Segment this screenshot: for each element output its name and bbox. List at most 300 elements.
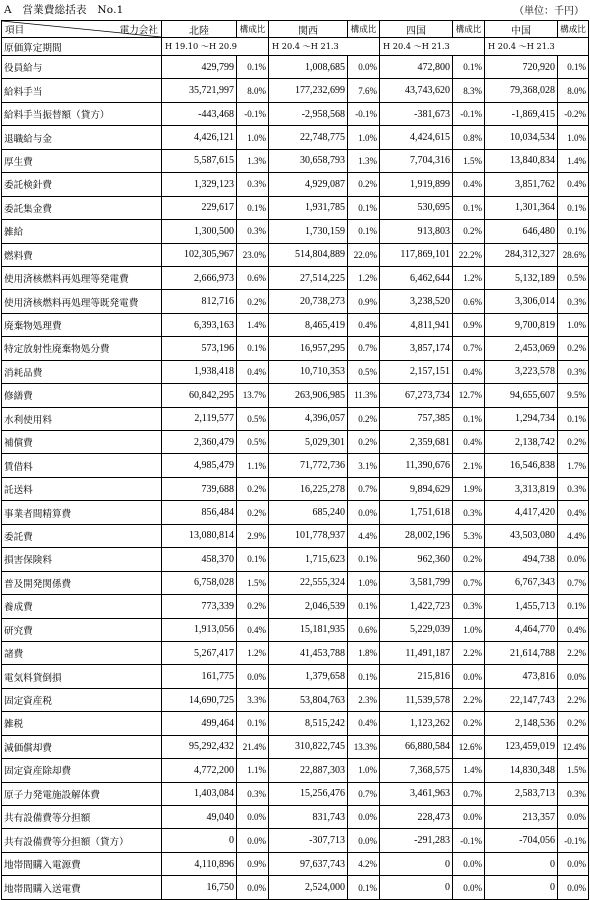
kansai-amount: 4,929,087 xyxy=(269,173,348,196)
chugoku-ratio: 1.0% xyxy=(558,126,589,149)
shikoku-amount: 43,743,620 xyxy=(380,79,453,102)
table-row xyxy=(2,407,589,430)
chugoku-amount: 0 xyxy=(485,876,558,899)
table-row xyxy=(2,337,589,360)
chugoku-ratio: 4.4% xyxy=(558,524,589,547)
hokuriku-ratio: 0.5% xyxy=(237,407,269,430)
company-header-shikoku: 四国 xyxy=(380,21,453,38)
row-label: 養成費 xyxy=(2,595,162,618)
shikoku-ratio: 0.8% xyxy=(453,126,485,149)
company-header-hokuriku: 北陸 xyxy=(162,21,237,38)
shikoku-ratio: 8.3% xyxy=(453,79,485,102)
shikoku-ratio: 0.7% xyxy=(453,337,485,360)
company-header-kansai: 関西 xyxy=(269,21,348,38)
table-row xyxy=(2,806,589,829)
hokuriku-amount: 5,267,417 xyxy=(162,641,237,664)
kansai-amount: 71,772,736 xyxy=(269,454,348,477)
chugoku-ratio: 0.3% xyxy=(558,360,589,383)
chugoku-amount: 79,368,028 xyxy=(485,79,558,102)
table-row xyxy=(2,595,589,618)
row-label: 使用済核燃料再処理等発電費 xyxy=(2,266,162,289)
period-chugoku: H 20.4 ～H 21.3 xyxy=(485,38,589,56)
shikoku-ratio: 0.7% xyxy=(453,782,485,805)
chugoku-amount: 720,920 xyxy=(485,56,558,79)
shikoku-ratio: 2.2% xyxy=(453,688,485,711)
kansai-ratio: 0.4% xyxy=(348,313,380,336)
kansai-ratio: 0.1% xyxy=(348,665,380,688)
table-row xyxy=(2,196,589,219)
shikoku-amount: -291,283 xyxy=(380,829,453,852)
shikoku-ratio: 0.9% xyxy=(453,313,485,336)
kansai-amount: 16,225,278 xyxy=(269,477,348,500)
table-row xyxy=(2,548,589,571)
shikoku-ratio: 0.3% xyxy=(453,595,485,618)
shikoku-ratio: 12.7% xyxy=(453,384,485,407)
hokuriku-ratio: -0.1% xyxy=(237,102,269,125)
chugoku-amount: 10,034,534 xyxy=(485,126,558,149)
table-row xyxy=(2,79,589,102)
shikoku-ratio: 0.0% xyxy=(453,806,485,829)
kansai-ratio: 0.1% xyxy=(348,548,380,571)
hokuriku-ratio: 8.0% xyxy=(237,79,269,102)
kansai-ratio: 4.4% xyxy=(348,524,380,547)
kansai-amount: 53,804,763 xyxy=(269,688,348,711)
hokuriku-ratio: 0.4% xyxy=(237,618,269,641)
hokuriku-ratio: 0.1% xyxy=(237,712,269,735)
kansai-ratio: 1.8% xyxy=(348,641,380,664)
table-row xyxy=(2,243,589,266)
table-row xyxy=(2,571,589,594)
kansai-amount: 20,738,273 xyxy=(269,290,348,313)
kansai-ratio: 22.0% xyxy=(348,243,380,266)
kansai-ratio: 0.0% xyxy=(348,56,380,79)
kansai-amount: 22,748,775 xyxy=(269,126,348,149)
chugoku-amount: 494,738 xyxy=(485,548,558,571)
shikoku-ratio: 0.6% xyxy=(453,290,485,313)
hokuriku-ratio: 0.6% xyxy=(237,266,269,289)
chugoku-ratio: -0.2% xyxy=(558,102,589,125)
chugoku-amount: 2,138,742 xyxy=(485,431,558,454)
shikoku-amount: 7,368,575 xyxy=(380,759,453,782)
table-row xyxy=(2,759,589,782)
chugoku-amount: 6,767,343 xyxy=(485,571,558,594)
hokuriku-ratio: 1.1% xyxy=(237,759,269,782)
kansai-ratio: 2.3% xyxy=(348,688,380,711)
row-label: 共有設備費等分担額（貸方） xyxy=(2,829,162,852)
shikoku-amount: 67,273,734 xyxy=(380,384,453,407)
shikoku-ratio: 0.2% xyxy=(453,712,485,735)
chugoku-ratio: 0.5% xyxy=(558,266,589,289)
chugoku-amount: 5,132,189 xyxy=(485,266,558,289)
chugoku-amount: 13,840,834 xyxy=(485,149,558,172)
item-header: 項目 xyxy=(5,25,25,36)
shikoku-amount: 5,229,039 xyxy=(380,618,453,641)
chugoku-amount: -1,869,415 xyxy=(485,102,558,125)
table-row xyxy=(2,618,589,641)
shikoku-amount: 4,424,615 xyxy=(380,126,453,149)
kansai-ratio: 1.0% xyxy=(348,571,380,594)
kansai-amount: -307,713 xyxy=(269,829,348,852)
period-kansai: H 20.4 ～H 21.3 xyxy=(269,38,380,56)
chugoku-amount: 4,464,770 xyxy=(485,618,558,641)
hokuriku-amount: 95,292,432 xyxy=(162,735,237,758)
report-title: A 営業費総括表 No.1 xyxy=(4,4,124,16)
company-header: 電力会社 xyxy=(119,25,158,36)
shikoku-ratio: 0.1% xyxy=(453,196,485,219)
shikoku-amount: 1,422,723 xyxy=(380,595,453,618)
kansai-ratio: 0.9% xyxy=(348,290,380,313)
kansai-ratio: 0.2% xyxy=(348,431,380,454)
hokuriku-amount: 229,617 xyxy=(162,196,237,219)
hokuriku-ratio: 0.4% xyxy=(237,360,269,383)
chugoku-amount: 3,313,819 xyxy=(485,477,558,500)
hokuriku-amount: 773,339 xyxy=(162,595,237,618)
chugoku-ratio: 0.1% xyxy=(558,56,589,79)
kansai-amount: 4,396,057 xyxy=(269,407,348,430)
hokuriku-ratio: 0.1% xyxy=(237,548,269,571)
header-row xyxy=(2,21,589,38)
hokuriku-ratio: 1.1% xyxy=(237,454,269,477)
shikoku-amount: 962,360 xyxy=(380,548,453,571)
kansai-ratio: 0.5% xyxy=(348,360,380,383)
hokuriku-amount: 2,666,973 xyxy=(162,266,237,289)
kansai-ratio: 0.2% xyxy=(348,173,380,196)
shikoku-ratio: 1.0% xyxy=(453,618,485,641)
hokuriku-ratio: 0.2% xyxy=(237,501,269,524)
kansai-amount: 831,743 xyxy=(269,806,348,829)
shikoku-ratio: 5.3% xyxy=(453,524,485,547)
hokuriku-ratio: 0.0% xyxy=(237,876,269,899)
kansai-ratio: 0.7% xyxy=(348,337,380,360)
hokuriku-ratio: 0.0% xyxy=(237,806,269,829)
row-label: 委託集金費 xyxy=(2,196,162,219)
kansai-ratio: 0.2% xyxy=(348,407,380,430)
hokuriku-amount: 1,300,500 xyxy=(162,220,237,243)
chugoku-amount: 1,455,713 xyxy=(485,595,558,618)
row-label: 電気料貸倒損 xyxy=(2,665,162,688)
shikoku-amount: 1,123,262 xyxy=(380,712,453,735)
kansai-ratio: 3.1% xyxy=(348,454,380,477)
kansai-ratio: 1.3% xyxy=(348,149,380,172)
table-row xyxy=(2,149,589,172)
shikoku-ratio: 0.7% xyxy=(453,571,485,594)
chugoku-amount: 21,614,788 xyxy=(485,641,558,664)
shikoku-amount: 7,704,316 xyxy=(380,149,453,172)
hokuriku-ratio: 0.5% xyxy=(237,431,269,454)
hokuriku-amount: 0 xyxy=(162,829,237,852)
chugoku-amount: 646,480 xyxy=(485,220,558,243)
row-label: 共有設備費等分担額 xyxy=(2,806,162,829)
shikoku-amount: 3,857,174 xyxy=(380,337,453,360)
hokuriku-amount: 739,688 xyxy=(162,477,237,500)
shikoku-ratio: 1.4% xyxy=(453,759,485,782)
row-label: 委託費 xyxy=(2,524,162,547)
shikoku-ratio: 0.2% xyxy=(453,220,485,243)
row-label: 補償費 xyxy=(2,431,162,454)
row-label: 厚生費 xyxy=(2,149,162,172)
chugoku-amount: 4,417,420 xyxy=(485,501,558,524)
row-label: 廃棄物処理費 xyxy=(2,313,162,336)
table-row xyxy=(2,56,589,79)
shikoku-amount: 1,919,899 xyxy=(380,173,453,196)
hokuriku-amount: 161,775 xyxy=(162,665,237,688)
shikoku-amount: 530,695 xyxy=(380,196,453,219)
shikoku-ratio: 1.2% xyxy=(453,266,485,289)
chugoku-ratio: 0.0% xyxy=(558,548,589,571)
shikoku-ratio: 0.0% xyxy=(453,876,485,899)
kansai-ratio: 1.2% xyxy=(348,266,380,289)
chugoku-ratio: 0.0% xyxy=(558,665,589,688)
chugoku-ratio: -0.1% xyxy=(558,829,589,852)
row-label: 役員給与 xyxy=(2,56,162,79)
row-label: 燃料費 xyxy=(2,243,162,266)
kansai-amount: 685,240 xyxy=(269,501,348,524)
chugoku-ratio: 0.2% xyxy=(558,712,589,735)
hokuriku-ratio: 1.2% xyxy=(237,641,269,664)
chugoku-ratio: 0.1% xyxy=(558,407,589,430)
shikoku-ratio: -0.1% xyxy=(453,102,485,125)
row-label: 水利使用料 xyxy=(2,407,162,430)
hokuriku-ratio: 0.1% xyxy=(237,56,269,79)
chugoku-ratio: 0.3% xyxy=(558,477,589,500)
kansai-amount: 15,256,476 xyxy=(269,782,348,805)
shikoku-ratio: 0.3% xyxy=(453,501,485,524)
row-label: 研究費 xyxy=(2,618,162,641)
table-row xyxy=(2,384,589,407)
shikoku-amount: 3,461,963 xyxy=(380,782,453,805)
hokuriku-ratio: 1.5% xyxy=(237,571,269,594)
shikoku-ratio: 22.2% xyxy=(453,243,485,266)
row-label: 地帯間購入送電費 xyxy=(2,876,162,899)
kansai-ratio: 0.6% xyxy=(348,618,380,641)
shikoku-ratio: 12.6% xyxy=(453,735,485,758)
table-row xyxy=(2,266,589,289)
shikoku-ratio: 0.1% xyxy=(453,56,485,79)
hokuriku-ratio: 1.4% xyxy=(237,313,269,336)
chugoku-amount: 2,453,069 xyxy=(485,337,558,360)
chugoku-ratio: 0.4% xyxy=(558,501,589,524)
hokuriku-amount: -443,468 xyxy=(162,102,237,125)
table-row xyxy=(2,102,589,125)
shikoku-amount: 28,002,196 xyxy=(380,524,453,547)
chugoku-amount: 473,816 xyxy=(485,665,558,688)
chugoku-amount: 0 xyxy=(485,852,558,875)
hokuriku-ratio: 0.1% xyxy=(237,337,269,360)
chugoku-amount: 9,700,819 xyxy=(485,313,558,336)
hokuriku-amount: 13,080,814 xyxy=(162,524,237,547)
shikoku-amount: 757,385 xyxy=(380,407,453,430)
chugoku-ratio: 2.2% xyxy=(558,688,589,711)
table-row xyxy=(2,501,589,524)
table-row xyxy=(2,477,589,500)
hokuriku-amount: 60,842,295 xyxy=(162,384,237,407)
period-hokuriku: H 19.10 ～H 20.9 xyxy=(162,38,269,56)
hokuriku-amount: 4,772,200 xyxy=(162,759,237,782)
kansai-amount: 1,008,685 xyxy=(269,56,348,79)
table-row xyxy=(2,220,589,243)
shikoku-amount: 228,473 xyxy=(380,806,453,829)
row-label: 固定資産税 xyxy=(2,688,162,711)
ratio-header: 構成比 xyxy=(558,21,589,38)
shikoku-ratio: 0.0% xyxy=(453,852,485,875)
table-row xyxy=(2,641,589,664)
hokuriku-amount: 499,464 xyxy=(162,712,237,735)
expense-summary-table xyxy=(1,20,589,900)
chugoku-amount: 22,147,743 xyxy=(485,688,558,711)
kansai-amount: 97,637,743 xyxy=(269,852,348,875)
chugoku-amount: 213,357 xyxy=(485,806,558,829)
hokuriku-ratio: 23.0% xyxy=(237,243,269,266)
kansai-ratio: 11.3% xyxy=(348,384,380,407)
kansai-amount: 22,887,303 xyxy=(269,759,348,782)
chugoku-ratio: 12.4% xyxy=(558,735,589,758)
hokuriku-amount: 812,716 xyxy=(162,290,237,313)
kansai-amount: 1,931,785 xyxy=(269,196,348,219)
chugoku-ratio: 0.1% xyxy=(558,220,589,243)
shikoku-ratio: 0.4% xyxy=(453,360,485,383)
chugoku-ratio: 1.5% xyxy=(558,759,589,782)
shikoku-amount: 2,359,681 xyxy=(380,431,453,454)
chugoku-amount: 3,306,014 xyxy=(485,290,558,313)
table-row xyxy=(2,829,589,852)
chugoku-amount: 1,301,364 xyxy=(485,196,558,219)
shikoku-ratio: 2.2% xyxy=(453,641,485,664)
table-row xyxy=(2,290,589,313)
chugoku-ratio: 0.3% xyxy=(558,782,589,805)
kansai-amount: 514,804,889 xyxy=(269,243,348,266)
hokuriku-ratio: 3.3% xyxy=(237,688,269,711)
hokuriku-amount: 1,329,123 xyxy=(162,173,237,196)
row-label: 退職給与金 xyxy=(2,126,162,149)
table-row xyxy=(2,688,589,711)
hokuriku-amount: 14,690,725 xyxy=(162,688,237,711)
chugoku-ratio: 28.6% xyxy=(558,243,589,266)
hokuriku-amount: 1,913,056 xyxy=(162,618,237,641)
table-row xyxy=(2,524,589,547)
shikoku-ratio: 2.1% xyxy=(453,454,485,477)
table-row xyxy=(2,313,589,336)
hokuriku-ratio: 0.0% xyxy=(237,829,269,852)
hokuriku-amount: 458,370 xyxy=(162,548,237,571)
chugoku-amount: 3,851,762 xyxy=(485,173,558,196)
hokuriku-amount: 6,393,163 xyxy=(162,313,237,336)
shikoku-amount: 11,539,578 xyxy=(380,688,453,711)
shikoku-ratio: 0.4% xyxy=(453,173,485,196)
kansai-amount: 10,710,353 xyxy=(269,360,348,383)
row-label: 事業者間精算費 xyxy=(2,501,162,524)
kansai-ratio: 0.0% xyxy=(348,806,380,829)
kansai-amount: 1,730,159 xyxy=(269,220,348,243)
kansai-ratio: 0.0% xyxy=(348,829,380,852)
kansai-ratio: 0.4% xyxy=(348,712,380,735)
row-label: 給料手当 xyxy=(2,79,162,102)
chugoku-amount: 123,459,019 xyxy=(485,735,558,758)
kansai-amount: 101,778,937 xyxy=(269,524,348,547)
kansai-ratio: 7.6% xyxy=(348,79,380,102)
kansai-ratio: 1.0% xyxy=(348,126,380,149)
kansai-amount: 16,957,295 xyxy=(269,337,348,360)
hokuriku-ratio: 0.0% xyxy=(237,665,269,688)
shikoku-amount: 11,491,187 xyxy=(380,641,453,664)
kansai-ratio: 0.1% xyxy=(348,876,380,899)
kansai-amount: 1,715,623 xyxy=(269,548,348,571)
kansai-amount: -2,958,568 xyxy=(269,102,348,125)
row-label: 修繕費 xyxy=(2,384,162,407)
row-label: 減価償却費 xyxy=(2,735,162,758)
shikoku-amount: 2,157,151 xyxy=(380,360,453,383)
hokuriku-ratio: 0.3% xyxy=(237,173,269,196)
row-label: 委託検針費 xyxy=(2,173,162,196)
row-label: 託送料 xyxy=(2,477,162,500)
kansai-ratio: 0.0% xyxy=(348,501,380,524)
chugoku-amount: 1,294,734 xyxy=(485,407,558,430)
kansai-amount: 27,514,225 xyxy=(269,266,348,289)
corner-header xyxy=(2,21,162,38)
hokuriku-amount: 1,403,084 xyxy=(162,782,237,805)
hokuriku-ratio: 13.7% xyxy=(237,384,269,407)
chugoku-ratio: 0.0% xyxy=(558,876,589,899)
chugoku-ratio: 9.5% xyxy=(558,384,589,407)
hokuriku-amount: 2,360,479 xyxy=(162,431,237,454)
shikoku-amount: 913,803 xyxy=(380,220,453,243)
chugoku-ratio: 0.4% xyxy=(558,173,589,196)
shikoku-amount: -381,673 xyxy=(380,102,453,125)
chugoku-amount: -704,056 xyxy=(485,829,558,852)
kansai-amount: 30,658,793 xyxy=(269,149,348,172)
table-row xyxy=(2,852,589,875)
hokuriku-ratio: 0.2% xyxy=(237,595,269,618)
row-label: 賃借料 xyxy=(2,454,162,477)
row-label: 給料手当振替額（貸方） xyxy=(2,102,162,125)
kansai-ratio: 0.1% xyxy=(348,220,380,243)
chugoku-amount: 3,223,578 xyxy=(485,360,558,383)
table-row xyxy=(2,126,589,149)
chugoku-amount: 16,546,838 xyxy=(485,454,558,477)
table-row xyxy=(2,665,589,688)
hokuriku-ratio: 21.4% xyxy=(237,735,269,758)
kansai-ratio: 13.3% xyxy=(348,735,380,758)
chugoku-ratio: 0.1% xyxy=(558,595,589,618)
shikoku-ratio: 0.4% xyxy=(453,431,485,454)
chugoku-ratio: 0.2% xyxy=(558,337,589,360)
shikoku-ratio: 1.9% xyxy=(453,477,485,500)
shikoku-amount: 0 xyxy=(380,852,453,875)
chugoku-ratio: 0.0% xyxy=(558,852,589,875)
kansai-ratio: 0.1% xyxy=(348,595,380,618)
kansai-amount: 2,524,000 xyxy=(269,876,348,899)
shikoku-amount: 215,816 xyxy=(380,665,453,688)
hokuriku-amount: 4,110,896 xyxy=(162,852,237,875)
kansai-amount: 22,555,324 xyxy=(269,571,348,594)
row-label: 使用済核燃料再処理等既発電費 xyxy=(2,290,162,313)
hokuriku-ratio: 0.1% xyxy=(237,196,269,219)
kansai-ratio: 0.7% xyxy=(348,477,380,500)
shikoku-amount: 9,894,629 xyxy=(380,477,453,500)
chugoku-amount: 2,583,713 xyxy=(485,782,558,805)
shikoku-ratio: 1.5% xyxy=(453,149,485,172)
table-row xyxy=(2,712,589,735)
row-label: 原子力発電施設解体費 xyxy=(2,782,162,805)
hokuriku-amount: 35,721,997 xyxy=(162,79,237,102)
period-row xyxy=(2,38,589,56)
hokuriku-amount: 4,426,121 xyxy=(162,126,237,149)
company-header-chugoku: 中国 xyxy=(485,21,558,38)
chugoku-ratio: 8.0% xyxy=(558,79,589,102)
row-label: 特定放射性廃棄物処分費 xyxy=(2,337,162,360)
shikoku-ratio: 0.1% xyxy=(453,407,485,430)
table-row xyxy=(2,360,589,383)
shikoku-amount: 11,390,676 xyxy=(380,454,453,477)
